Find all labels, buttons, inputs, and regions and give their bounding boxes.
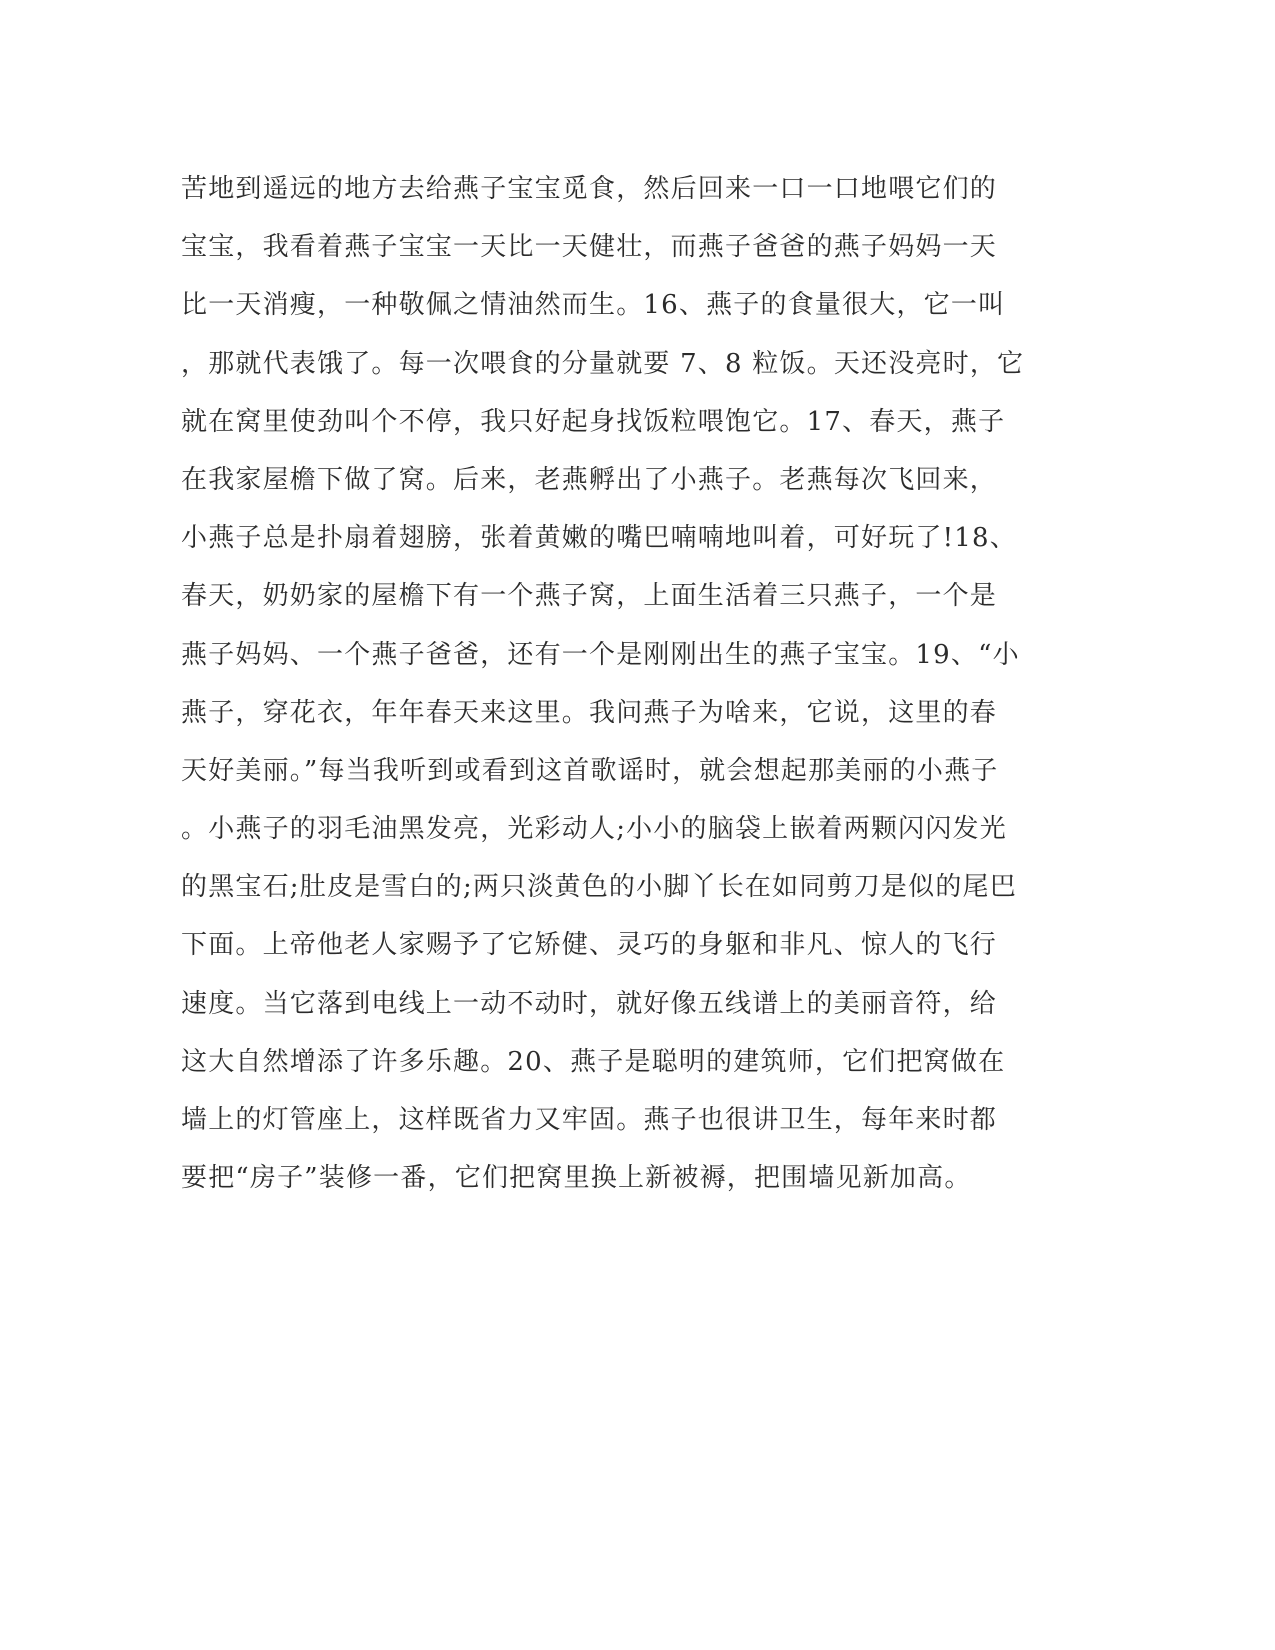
text-line: 。小燕子的羽毛油黑发亮，光彩动人;小小的脑袋上嵌着两颗闪闪发光 (181, 814, 1007, 845)
text-line: ，那就代表饿了。每一次喂食的分量就要 7、8 粒饭。天还没亮时，它 (181, 348, 1025, 379)
text-line: 燕子，穿花衣，年年春天来这里。我问燕子为啥来，它说，这里的春 (181, 697, 998, 728)
text-line: 速度。当它落到电线上一动不动时，就好像五线谱上的美丽音符，给 (181, 988, 998, 1019)
text-line: 墙上的灯管座上，这样既省力又牢固。燕子也很讲卫生，每年来时都 (181, 1105, 998, 1135)
text-line: 下面。上帝他老人家赐予了它矫健、灵巧的身躯和非凡、惊人的飞行 (181, 930, 998, 961)
text-line: 燕子妈妈、一个燕子爸爸，还有一个是刚刚出生的燕子宝宝。19、“小 (181, 639, 1020, 670)
text-line: 天好美丽。”每当我听到或看到这首歌谣时，就会想起那美丽的小燕子 (181, 755, 999, 786)
text-line: 比一天消瘦，一种敬佩之情油然而生。16、燕子的食量很大，它一叫 (181, 290, 1006, 321)
body-text (181, 160, 1041, 1207)
text-line: 小燕子总是扑扇着翅膀，张着黄嫩的嘴巴喃喃地叫着，可好玩了!18、 (181, 523, 1017, 554)
text-line: 这大自然增添了许多乐趣。20、燕子是聪明的建筑师，它们把窝做在 (181, 1046, 1006, 1077)
text-line: 苦地到遥远的地方去给燕子宝宝觅食，然后回来一口一口地喂它们的 (181, 174, 998, 204)
text-line: 要把“房子”装修一番，它们把窝里换上新被褥，把围墙见新加高。 (181, 1163, 972, 1194)
text-line: 的黑宝石;肚皮是雪白的;两只淡黄色的小脚丫长在如同剪刀是似的尾巴 (181, 872, 1017, 903)
text-line: 春天，奶奶家的屋檐下有一个燕子窝，上面生活着三只燕子，一个是 (181, 581, 998, 612)
text-line: 在我家屋檐下做了窝。后来，老燕孵出了小燕子。老燕每次飞回来， (181, 464, 998, 495)
text-line: 宝宝，我看着燕子宝宝一天比一天健壮，而燕子爸爸的燕子妈妈一天 (181, 232, 998, 263)
text-line: 就在窝里使劲叫个不停，我只好起身找饭粒喂饱它。17、春天，燕子 (181, 406, 1006, 437)
